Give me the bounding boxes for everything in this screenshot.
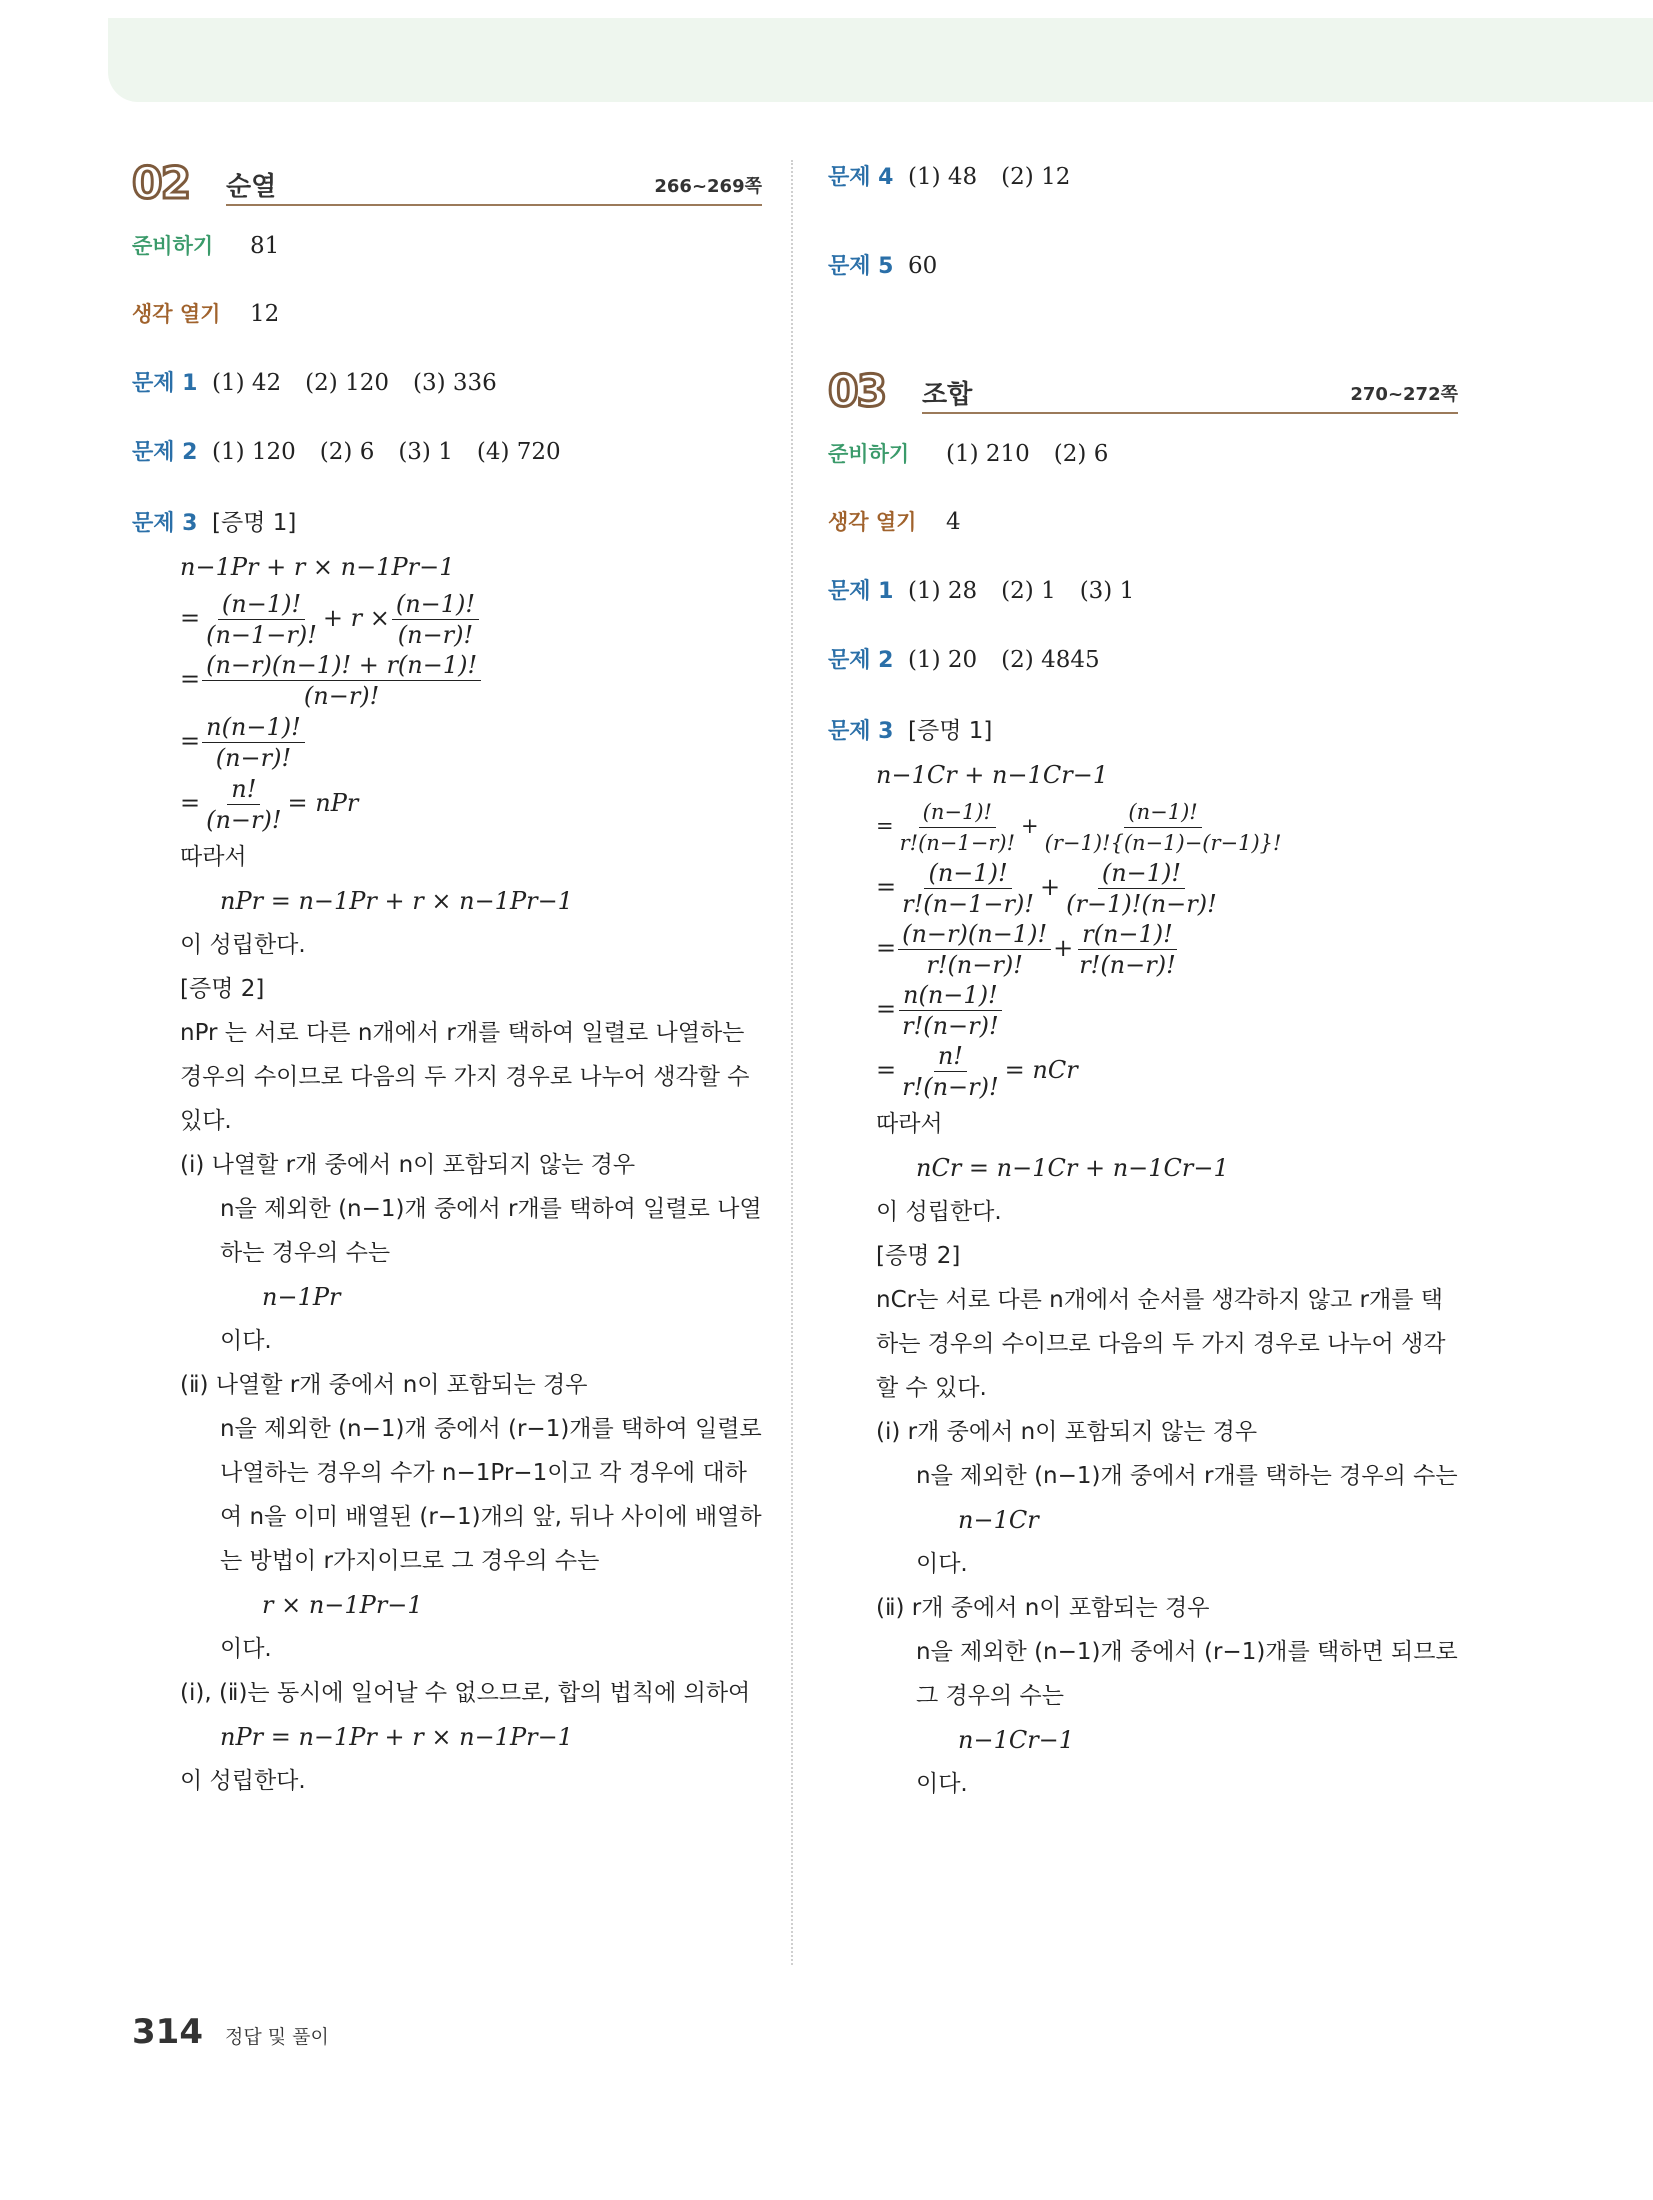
answer: (2) 4845 <box>1001 647 1100 673</box>
answer: (1) 120 <box>212 439 296 465</box>
fraction-numerator: (n−1)! <box>1124 797 1201 828</box>
fraction-numerator: (n−1)! <box>392 589 479 620</box>
fraction-denominator: (r−1)!(n−r)! <box>1066 890 1217 918</box>
proof-2-label: [증명 2] <box>876 1243 961 1269</box>
case-2-title: (ⅱ) 나열할 r개 중에서 n이 포함되는 경우 <box>180 1372 588 1398</box>
case-2-text: n을 제외한 (n−1)개 중에서 (r−1)개를 택하여 일렬로 나열하는 경우의 수가 n−1Pr−1이고 각 경우에 대하여 n을 이미 배열된 (r−1)개의 앞, 뒤나 사이에 배열하는 방법이 r가지이므로 그 경우의 수는 <box>220 1416 762 1574</box>
proof-equation: = $\frac{n!}{(n-r)!}$ = nPr <box>180 775 359 834</box>
problem-2-label: 문제 2 <box>828 648 894 673</box>
case-1-text: n을 제외한 (n−1)개 중에서 r개를 택하여 일렬로 나열하는 경우의 수는 <box>220 1196 762 1266</box>
fraction-numerator: (n−1)! <box>1098 858 1185 889</box>
section-pages: 266~269쪽 <box>654 176 762 197</box>
fraction-denominator: r!(n−r)! <box>902 1012 999 1040</box>
answer: (3) 336 <box>412 370 497 396</box>
answer: (2) 12 <box>1001 164 1071 190</box>
problem-1-label: 문제 1 <box>828 579 894 604</box>
section-number: 03 <box>828 366 886 417</box>
proof-equation: n−1Cr + n−1Cr−1 <box>876 761 1109 789</box>
fraction-numerator: n(n−1)! <box>202 712 305 743</box>
proof-equation: = $\frac{n(n-1)!}{r!(n-r)!}$ <box>828 980 1458 1041</box>
answer: (3) 1 <box>398 439 453 465</box>
think-row <box>828 506 1458 536</box>
holds-text: 이 성립한다. <box>180 932 306 958</box>
proof-2-text: nCr는 서로 다른 n개에서 순서를 생각하지 않고 r개를 택하는 경우의 수이므로 다음의 두 가지 경우로 나누어 생각할 수 있다. <box>876 1287 1446 1401</box>
case-2-end: 이다. <box>916 1771 968 1797</box>
problem-5-label: 문제 5 <box>828 254 894 279</box>
case-1-formula: n−1Pr <box>262 1283 341 1311</box>
problem-1-label: 문제 1 <box>132 371 198 396</box>
page-footer <box>132 2012 329 2052</box>
problem-3-label: 문제 3 <box>828 719 894 744</box>
problem-2-label: 문제 2 <box>132 440 198 465</box>
proof-2-label: [증명 2] <box>180 976 265 1002</box>
holds-text: 이 성립한다. <box>876 1199 1002 1225</box>
proof-2-text: nPr 는 서로 다른 n개에서 r개를 택하여 일렬로 나열하는 경우의 수이므로 다음의 두 가지 경우로 나누어 생각할 수 있다. <box>180 1020 750 1134</box>
problem-1-row <box>132 366 762 397</box>
proof-equation: = $\frac{(n-1)!}{r!(n-1-r)!}$ + $\frac{(n-1)!}{(r-1)!\{(n-1)-(r-1)\}!}$ <box>828 797 1458 858</box>
fraction-numerator: (n−r)(n−1)! + r(n−1)! <box>202 650 481 681</box>
fraction-denominator: (n−r)! <box>206 806 282 834</box>
therefore-text: 따라서 <box>876 1111 943 1137</box>
fraction-numerator: n! <box>934 1041 967 1072</box>
right-column <box>828 160 1458 1806</box>
fraction-numerator: (n−1)! <box>919 797 996 828</box>
prep-row <box>828 438 1458 468</box>
result-formula: nCr = n−1Cr + n−1Cr−1 <box>916 1154 1229 1182</box>
section-heading-02 <box>132 160 762 208</box>
proof-equation: = $\frac{(n-1)!}{r!(n-1-r)!}$ + $\frac{(n-1)!}{(r-1)!(n-r)!}$ <box>828 858 1458 919</box>
answer: (1) 210 <box>946 441 1030 467</box>
fraction-denominator: r!(n−r)! <box>1079 951 1176 979</box>
section-rule <box>226 204 762 206</box>
think-label: 생각 열기 <box>828 510 917 534</box>
fraction-denominator: (n−1−r)! <box>206 621 317 649</box>
conclusion-formula: nPr = n−1Pr + r × n−1Pr−1 <box>220 1723 573 1751</box>
section-pages: 270~272쪽 <box>1350 384 1458 405</box>
prep-label: 준비하기 <box>828 442 910 466</box>
case-2-title: (ⅱ) r개 중에서 n이 포함되는 경우 <box>876 1595 1210 1621</box>
answer: (2) 6 <box>319 439 375 465</box>
think-value: 12 <box>250 301 280 327</box>
answer: (3) 1 <box>1079 578 1135 604</box>
case-2-end: 이다. <box>220 1636 272 1662</box>
problem-2-row <box>132 435 762 466</box>
problem-3-row <box>132 504 762 537</box>
answer: (1) 42 <box>212 370 282 396</box>
fraction-numerator: (n−1)! <box>218 589 305 620</box>
page-number: 314 <box>132 2012 203 2052</box>
fraction-numerator: n(n−1)! <box>899 980 1002 1011</box>
case-1-title: (ⅰ) r개 중에서 n이 포함되지 않는 경우 <box>876 1419 1258 1445</box>
case-1-formula: n−1Cr <box>958 1506 1039 1534</box>
problem-4-label: 문제 4 <box>828 165 894 190</box>
think-label: 생각 열기 <box>132 302 221 326</box>
column-divider <box>791 160 793 1965</box>
problem-3-row <box>828 712 1458 745</box>
answer: (4) 720 <box>476 439 561 465</box>
operator: + r × <box>322 604 390 632</box>
proof-equation: = $\frac{(n-1)!}{(n-1-r)!}$ + r × $\frac{(n-1)!}{(n-r)!}$ <box>132 589 762 650</box>
proof-equation: n−1Pr + r × n−1Pr−1 <box>180 553 455 581</box>
fraction-denominator: (n−r)! <box>303 682 380 710</box>
problem-3-label: 문제 3 <box>132 511 198 536</box>
problem-2-row <box>828 643 1458 674</box>
case-2-text: n을 제외한 (n−1)개 중에서 (r−1)개를 택하면 되므로 그 경우의 수는 <box>916 1639 1458 1709</box>
section-heading-03 <box>828 368 1458 416</box>
problem-1-row <box>828 574 1458 605</box>
fraction-numerator: n! <box>227 774 260 805</box>
answer: (1) 20 <box>908 647 978 673</box>
fraction-denominator: r!(n−r)! <box>902 1073 999 1101</box>
case-2-formula: r × n−1Pr−1 <box>262 1591 423 1619</box>
left-column <box>132 160 762 1803</box>
proof-equation: = $\frac{n(n-1)!}{(n-r)!}$ <box>132 711 762 773</box>
fraction-denominator: (n−r)! <box>215 744 292 772</box>
section-title: 조합 <box>922 380 973 410</box>
proof-equation: = $\frac{n!}{r!(n-r)!}$ = nCr <box>876 1042 1078 1101</box>
fraction-denominator: (n−r)! <box>397 621 474 649</box>
answer: (2) 120 <box>305 370 389 396</box>
proof-1-label: [증명 1] <box>212 510 297 536</box>
proof-1-label: [증명 1] <box>908 718 993 744</box>
problem-5-value: 60 <box>908 253 938 279</box>
conclusion-text: (ⅰ), (ⅱ)는 동시에 일어날 수 없으므로, 합의 법칙에 의하여 <box>180 1680 751 1706</box>
answer: (2) 6 <box>1053 441 1109 467</box>
case-2-formula: n−1Cr−1 <box>958 1726 1075 1754</box>
answer: (1) 28 <box>908 578 978 604</box>
answer: (1) 48 <box>908 164 978 190</box>
proof-equation: = $\frac{(n-r)(n-1)!}{r!(n-r)!}$ + $\frac{r(n-1)!}{r!(n-r)!}$ <box>828 919 1458 980</box>
fraction-denominator: r!(n−1−r)! <box>899 831 1016 855</box>
case-1-end: 이다. <box>220 1328 272 1354</box>
equation-tail: = nPr <box>287 789 359 817</box>
result-formula: nPr = n−1Pr + r × n−1Pr−1 <box>220 887 573 915</box>
answer: (2) 1 <box>1001 578 1056 604</box>
therefore-text: 따라서 <box>180 844 247 870</box>
header-band <box>108 18 1653 102</box>
case-1-text: n을 제외한 (n−1)개 중에서 r개를 택하는 경우의 수는 <box>916 1463 1458 1489</box>
fraction-numerator: r(n−1)! <box>1078 919 1177 950</box>
section-number: 02 <box>132 158 190 209</box>
case-1-title: (ⅰ) 나열할 r개 중에서 n이 포함되지 않는 경우 <box>180 1152 636 1178</box>
proof-equation: = $\frac{(n-r)(n-1)! + r(n-1)!}{(n-r)!}$ <box>132 650 762 711</box>
prep-value: 81 <box>250 233 280 259</box>
fraction-denominator: (r−1)!{(n−1)−(r−1)}! <box>1044 831 1282 855</box>
equation-tail: = nCr <box>1004 1056 1078 1084</box>
section-rule <box>922 412 1458 414</box>
problem-3-proof <box>132 545 762 1803</box>
section-title: 순열 <box>226 172 277 202</box>
think-row <box>132 298 762 328</box>
case-1-end: 이다. <box>916 1551 968 1577</box>
prep-label: 준비하기 <box>132 234 214 258</box>
fraction-denominator: r!(n−r)! <box>926 951 1023 979</box>
problem-4-row <box>828 160 1458 191</box>
think-value: 4 <box>946 509 961 535</box>
problem-3-proof <box>828 753 1458 1806</box>
problem-5-row <box>828 249 1458 280</box>
footer-label: 정답 및 풀이 <box>224 2026 329 2048</box>
fraction-numerator: (n−1)! <box>924 858 1011 889</box>
prep-row <box>132 230 762 260</box>
conclusion-end: 이 성립한다. <box>180 1768 306 1794</box>
fraction-numerator: (n−r)(n−1)! <box>898 919 1051 950</box>
fraction-denominator: r!(n−1−r)! <box>902 890 1035 918</box>
